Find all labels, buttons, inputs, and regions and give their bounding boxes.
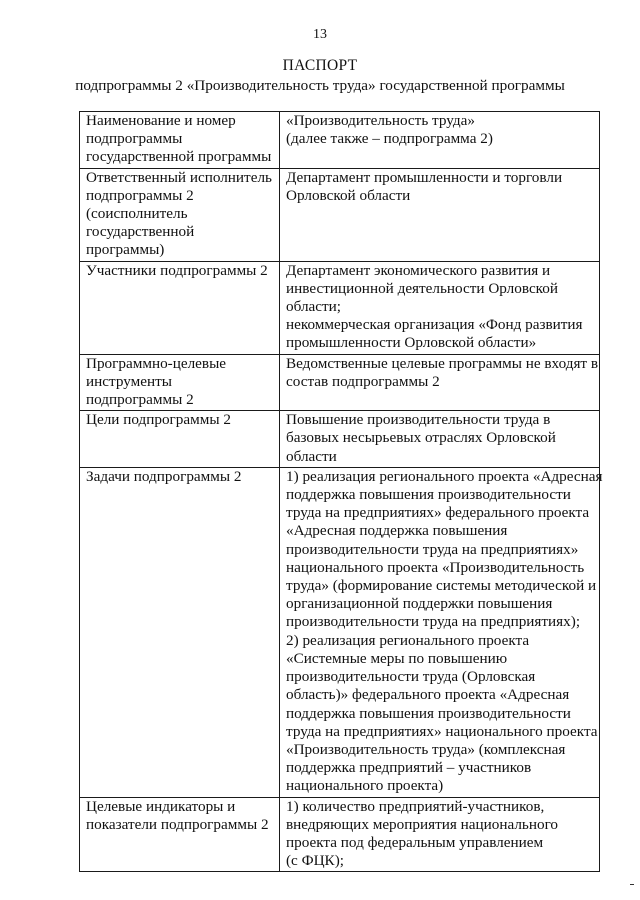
parameter-name-cell [80, 261, 280, 354]
parameter-value-line: области [286, 447, 337, 465]
parameter-value-line: Ведомственные целевые программы не входят в [286, 354, 599, 372]
table-row [80, 354, 600, 411]
parameter-value-line: труда» (формирование системы методической и [286, 577, 597, 595]
parameter-value-cell [280, 168, 600, 261]
table-row [80, 797, 600, 872]
parameter-value-line: производительности труда (Орловская [286, 668, 536, 686]
parameter-name-line: государственной [86, 223, 195, 241]
parameter-value-line: «Системные меры по повышению [286, 649, 508, 667]
parameter-name-line: подпрограммы 2 [86, 186, 194, 204]
parameter-value-cell [280, 261, 600, 354]
parameter-value-line: 2) реализация регионального проекта [286, 631, 530, 649]
parameter-value-line: Департамент экономического развития и [286, 261, 551, 279]
passport-table-body [80, 112, 603, 872]
document-title: ПАСПОРТ [282, 57, 358, 74]
parameter-value-line: промышленности Орловской области» [286, 334, 537, 352]
parameter-value-line: производительности труда на предприятиях); [286, 613, 581, 631]
parameter-value-cell [280, 467, 603, 797]
parameter-value-line: производительности труда на предприятиях» [286, 540, 579, 558]
parameter-value-line: (далее также – подпрограмма 2) [286, 130, 493, 148]
parameter-name-line: подпрограммы 2 [86, 391, 194, 409]
parameter-name-line: государственной программы [86, 148, 272, 166]
parameter-value-line: некоммерческая организация «Фонд развития [286, 316, 583, 334]
parameter-name-line: Программно-целевые [86, 354, 227, 372]
table-row [80, 168, 600, 261]
parameter-value-line: состав подпрограммы 2 [286, 372, 440, 390]
parameter-name-line: Цели подпрограммы 2 [86, 411, 231, 429]
table-row [80, 261, 600, 354]
parameter-value-line: инвестиционной деятельности Орловской [286, 279, 559, 297]
parameter-value-line: труда на предприятиях» национального проекта [286, 722, 598, 740]
parameter-value-line: 1) количество предприятий-участников, [286, 797, 545, 815]
parameter-value-line: «Производительность труда» (комплексная [286, 740, 566, 758]
parameter-value-cell [280, 354, 600, 411]
parameter-value-line: Департамент промышленности и торговли [286, 168, 563, 186]
parameter-name-cell [80, 112, 280, 169]
parameter-value-line: поддержка предприятий – участников [286, 759, 532, 777]
page-number: 13 [313, 27, 327, 42]
parameter-name-line: Задачи подпрограммы 2 [86, 467, 242, 485]
parameter-value-line: национального проекта) [286, 777, 444, 795]
parameter-name-cell [80, 797, 280, 872]
document-subtitle: подпрограммы 2 «Производительность труда» государственной программы [75, 77, 565, 94]
parameter-name-line: (соисполнитель [86, 205, 188, 223]
parameter-value-line: «Производительность труда» [286, 112, 475, 129]
parameter-value-line: поддержка повышения производительности [286, 486, 571, 504]
parameter-name-line: подпрограммы [86, 130, 183, 148]
parameter-value-line: Повышение производительности труда в [286, 411, 551, 429]
parameter-name-line: Ответственный исполнитель [86, 168, 272, 186]
parameter-value-cell [280, 411, 600, 468]
parameter-value-line: организационной поддержки повышения [286, 595, 553, 613]
parameter-value-line: поддержка повышения производительности [286, 704, 571, 722]
parameter-value-cell [280, 797, 600, 872]
parameter-value-line: Орловской области [286, 186, 411, 204]
parameter-value-line: проекта под федеральным управлением [286, 833, 544, 851]
parameter-value-line: внедряющих мероприятия национального [286, 815, 559, 833]
parameter-name-cell [80, 467, 280, 797]
parameter-value-cell [280, 112, 600, 169]
parameter-value-line: «Адресная поддержка повышения [286, 522, 508, 540]
parameter-name-cell [80, 354, 280, 411]
parameter-name-line: Наименование и номер [86, 112, 236, 129]
parameter-name-line: Целевые индикаторы и [86, 797, 236, 815]
parameter-name-cell [80, 411, 280, 468]
table-row [80, 467, 600, 797]
parameter-value-line: область)» федерального проекта «Адресная [286, 686, 570, 704]
parameter-name-cell [80, 168, 280, 261]
parameter-value-line: национального проекта «Производительность [286, 558, 585, 576]
parameter-value-line: области; [286, 298, 341, 316]
table-row [80, 112, 600, 169]
parameter-name-line: инструменты [86, 372, 172, 390]
parameter-name-line: программы) [86, 241, 165, 259]
parameter-name-line: показатели подпрограммы 2 [86, 815, 269, 833]
scan-edge-mark [630, 884, 634, 885]
parameter-value-line: (с ФЦК); [286, 852, 344, 870]
parameter-value-line: базовых несырьевых отраслях Орловской [286, 429, 556, 447]
passport-table [79, 111, 603, 872]
parameter-name-line: Участники подпрограммы 2 [86, 261, 268, 279]
parameter-value-line: 1) реализация регионального проекта «Адресная [286, 467, 603, 485]
table-row [80, 411, 600, 468]
parameter-value-line: труда на предприятиях» федерального проекта [286, 504, 590, 522]
